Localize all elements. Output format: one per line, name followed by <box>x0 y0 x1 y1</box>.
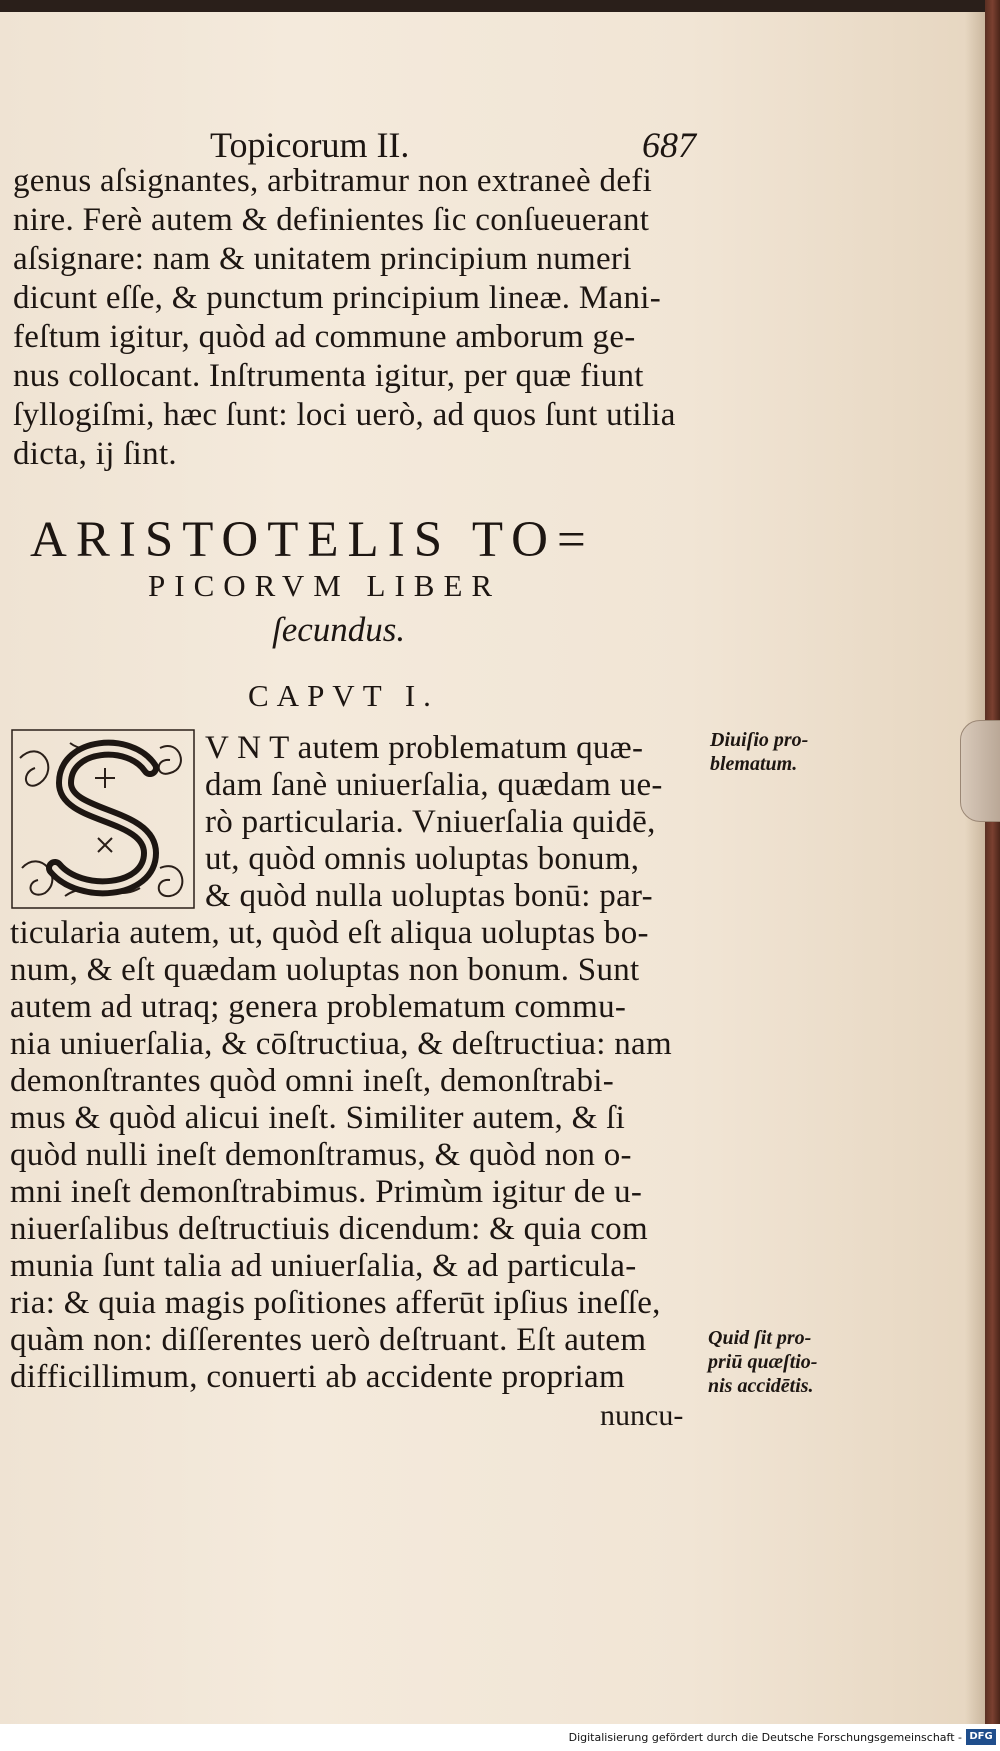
text-line: nus collocant. Inſtrumenta igitur, per quæ fiunt <box>13 358 644 394</box>
margin-note-line: blematum. <box>710 753 798 775</box>
text-line: mus & quòd alicui ineſt. Similiter autem, & ſi <box>10 1100 626 1136</box>
text-line: niuerſalibus deſtructiuis dicendum: & quia com <box>10 1211 648 1247</box>
text-line: autem ad utraq; genera problematum commu- <box>10 989 627 1025</box>
text-line: aſsignare: nam & unitatem principium numeri <box>13 241 632 277</box>
margin-note-line: nis accidētis. <box>708 1375 814 1397</box>
text-line: dicunt eſſe, & punctum principium lineæ. Mani- <box>13 280 662 316</box>
running-header-title: Topicorum II. <box>210 125 410 165</box>
text-line: nire. Ferè autem & definientes ſic conſueuerant <box>13 202 650 238</box>
book-title-line-1: ARISTOTELIS TO= <box>30 512 595 568</box>
text-line: ticularia autem, ut, quòd eſt aliqua uoluptas bo- <box>10 915 649 951</box>
page-tab <box>960 720 1000 822</box>
chapter-heading: CAPVT I. <box>248 678 439 713</box>
decorated-initial-s <box>10 728 196 910</box>
text-line: quàm non: diſſerentes uerò deſtruant. Eſt autem <box>10 1322 647 1358</box>
text-line: num, & eſt quædam uoluptas non bonum. Sunt <box>10 952 640 988</box>
text-line: feſtum igitur, quòd ad commune amborum ge- <box>13 319 636 355</box>
text-line: dam ſanè uniuerſalia, quædam ue- <box>205 767 663 803</box>
text-line: rò particularia. Vniuerſalia quidē, <box>205 804 656 840</box>
text-line: nia uniuerſalia, & cōſtructiua, & deſtructiua: nam <box>10 1026 672 1062</box>
margin-note-line: Quid ſit pro- <box>708 1327 812 1349</box>
dfg-logo: DFG <box>966 1729 996 1745</box>
text-line: demonſtrantes quòd omni ineſt, demonſtrabi- <box>10 1063 615 1099</box>
catchword: nuncu- <box>600 1399 684 1432</box>
text-line: dicta, ij ſint. <box>13 436 177 472</box>
text-line: quòd nulli ineſt demonſtramus, & quòd non o- <box>10 1137 632 1173</box>
text-line: genus aſsignantes, arbitramur non extraneè defi <box>13 163 653 199</box>
text-line: & quòd nulla uoluptas bonū: par- <box>205 878 653 914</box>
page-shadow <box>965 12 985 1724</box>
footer-credit: Digitalisierung gefördert durch die Deutsche Forschungsgemeinschaft - <box>568 1731 962 1744</box>
text-line: ria: & quia magis poſitiones afferūt ipſius ineſſe, <box>10 1285 661 1321</box>
text-line: munia ſunt talia ad uniuerſalia, & ad particula- <box>10 1248 637 1284</box>
book-title-line-2: PICORVM LIBER <box>148 568 502 603</box>
page-number: 687 <box>642 125 696 165</box>
margin-note-line: Diuiſio pro- <box>710 729 809 751</box>
book-title-line-3: ſecundus. <box>272 610 406 649</box>
margin-note-line: priū quæſtio- <box>708 1351 818 1373</box>
text-line: ut, quòd omnis uoluptas bonum, <box>205 841 640 877</box>
text-line: ſyllogiſmi, hæc ſunt: loci uerò, ad quos ſunt utilia <box>13 397 676 433</box>
text-line: V N T autem problematum quæ- <box>205 730 644 766</box>
text-line: difficillimum, conuerti ab accidente propriam <box>10 1359 625 1395</box>
text-line: mni ineſt demonſtrabimus. Primùm igitur de u- <box>10 1174 643 1210</box>
book-fore-edge <box>985 0 1000 1724</box>
